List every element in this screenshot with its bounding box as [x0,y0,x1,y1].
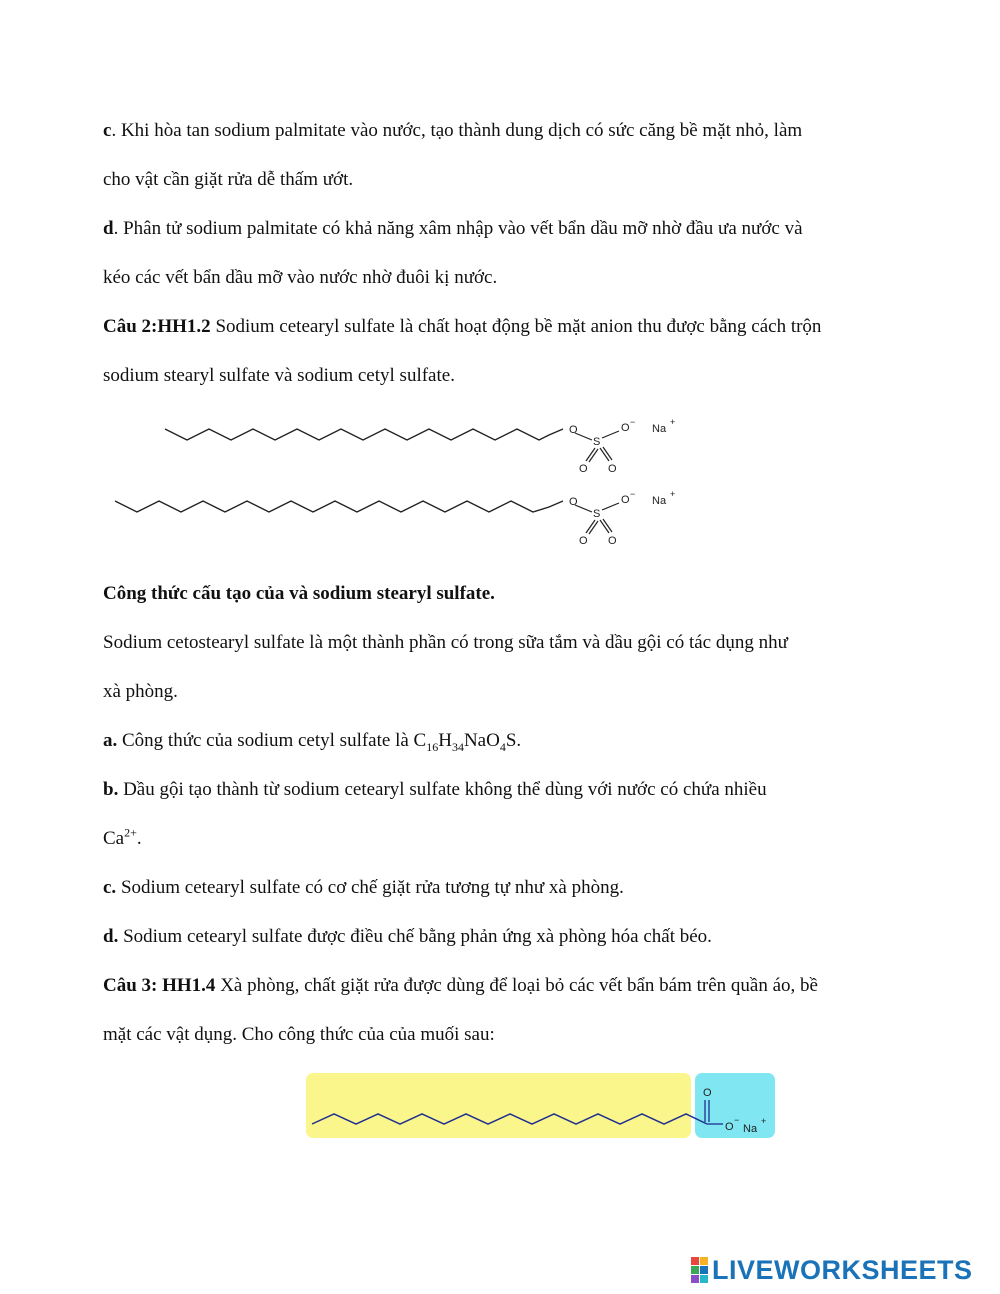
q2-option-c [103,876,624,900]
cetyl-sodium: Na [652,423,667,435]
stearyl-sodium: Na [652,495,667,507]
cetyl-minus-charge: − [630,417,636,427]
stearyl-double-oxygen-2: O [608,535,617,547]
cetyl-double-oxygen-2: O [608,463,617,475]
q2-caption: Công thức cấu tạo của và sodium stearyl sulfate. [103,583,495,604]
q1-c-text: . Khi hòa tan sodium palmitate vào nước, tạo thành dung dịch có sức căng bề mặt nhỏ, làm [111,120,803,141]
q2-option-d [103,925,712,949]
q2-b-text: Dầu gội tạo thành từ sodium cetearyl sulfate không thể dùng với nước có chứa nhiều [118,779,767,800]
q2-a-label: a. [103,730,118,751]
stearyl-alkyl-chain [115,501,563,512]
cetyl-double-oxygen-1: O [579,463,588,475]
q1-d-text: . Phân tử sodium palmitate có khả năng xâm nhập vào vết bẩn dầu mỡ nhờ đầu ưa nước và [113,218,803,239]
q1-c-line2: cho vật cần giặt rửa dễ thấm ướt. [103,169,354,190]
stearyl-minus-charge: − [630,489,636,499]
cetyl-plus-charge: + [670,417,676,427]
stearyl-plus-charge: + [670,489,676,499]
q2-b-label: b. [103,779,119,800]
q2-c-label: c. [103,877,117,898]
calcium-charge: 2+ [124,825,137,840]
calcium-ion: Ca [103,828,125,849]
q2-intro-text: Sodium cetearyl sulfate là chất hoạt động bề mặt anion thu được bằng cách trộn [210,316,822,337]
q2-intro-line2: sodium stearyl sulfate và sodium cetyl sulfate. [103,365,455,386]
carbonyl-oxygen: O [703,1087,712,1099]
q2-option-b-line2: $Ca^{2+}$. [103,825,142,849]
q2-desc-line1: Sodium cetostearyl sulfate là một thành phần có trong sữa tắm và dầu gội có tác dụng như [103,632,788,653]
q1-d-line1 [103,217,803,241]
q1-c-line1 [103,119,802,143]
q2-a-text: Công thức của sodium cetyl sulfate là [117,730,414,751]
q2-option-b-line1 [103,778,767,802]
q3-line2: mặt các vật dụng. Cho công thức của của muối sau: [103,1024,495,1045]
stearyl-sulfur: S [593,508,601,520]
q2-intro-line1 [103,315,821,339]
cetyl-alkyl-chain [165,429,563,440]
q2-c-text: Sodium cetearyl sulfate có cơ chế giặt rửa tương tự như xà phòng. [116,877,624,898]
stearyl-ester-oxygen: O [569,496,578,508]
q1-d-label: d [103,218,114,239]
liveworksheets-brand: LIVEWORKSHEETS [712,1254,973,1285]
cetyl-sulfur: S [593,436,601,448]
liveworksheets-logo-icon [691,1257,708,1283]
carboxylate-oxygen: O [725,1121,734,1133]
cetyl-anion-oxygen: O [621,422,630,434]
q2-d-label: d. [103,926,119,947]
q2-option-a [103,729,521,753]
q3-label: Câu 3: HH1.4 [103,975,216,996]
cetyl-ester-oxygen: O [569,424,578,436]
q1-d-line2: kéo các vết bẩn dầu mỡ vào nước nhờ đuôi kị nước. [103,267,498,288]
stearyl-sulfate-structure [110,488,690,552]
q2-desc-line2: xà phòng. [103,681,178,702]
q2-label: Câu 2:HH1.2 [103,316,211,337]
q3-line1 [103,974,818,998]
stearyl-anion-oxygen: O [621,494,630,506]
q1-c-label: c [103,120,112,141]
stearyl-double-oxygen-1: O [579,535,588,547]
carboxylate-minus-charge: − [734,1115,740,1125]
hydrophilic-head-highlight [695,1073,775,1138]
q2-d-text: Sodium cetearyl sulfate được điều chế bằng phản ứng xà phòng hóa chất béo. [118,926,712,947]
cetyl-sulfate-structure [160,416,690,480]
hydrophobic-tail-highlight [306,1073,691,1138]
salt-sodium: Na [743,1123,758,1135]
carboxylate-salt-structure [305,1072,777,1140]
liveworksheets-logo[interactable] [691,1254,973,1286]
cetyl-formula: $C_{16}H_{34}NaO_4S$. [413,730,522,754]
q3-text: Xà phòng, chất giặt rửa được dùng để loại bỏ các vết bẩn bám trên quần áo, bề [215,975,818,996]
salt-plus-charge: + [761,1116,767,1126]
